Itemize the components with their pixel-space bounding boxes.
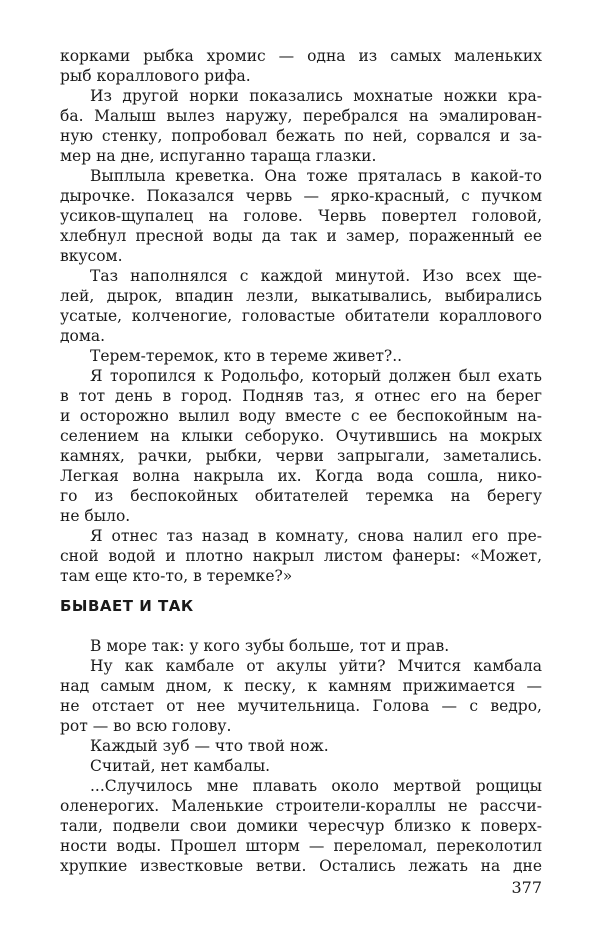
text-line: Таз наполнялся с каждой минутой. Изо всех ще- [90, 267, 542, 285]
text-line: оленерогих. Маленькие строители-кораллы не рассчи- [60, 797, 542, 815]
text-line: селением на клыки себоруко. Очутившись на мокрых [60, 427, 542, 445]
text-line: в тот день в город. Подняв таз, я отнес его на берег [60, 387, 542, 405]
text-line: сной водой и плотно накрыл листом фанеры: «Может, [60, 547, 542, 565]
text-line: тали, подвели свои домики чересчур близко к поверх- [60, 817, 542, 835]
text-line: В море так: у кого зубы больше, тот и прав. [90, 637, 450, 655]
text-line: Выплыла креветка. Она тоже пряталась в какой-то [90, 167, 542, 185]
text-line: там еще кто-то, в теремке?» [60, 567, 293, 585]
section-heading: БЫВАЕТ И ТАК [60, 597, 194, 615]
text-line: Я торопился к Родольфо, который должен был ехать [90, 367, 542, 385]
text-line: и осторожно вылил воду вместе с ее беспокойным на- [60, 407, 542, 425]
text-line: ную стенку, попробовал бежать по ней, сорвался и за- [60, 127, 542, 145]
text-line: рыб кораллового рифа. [60, 67, 251, 85]
text-line: Легкая волна накрыла их. Когда вода сошла, нико- [60, 467, 542, 485]
page-number: 377 [511, 878, 542, 897]
text-line: не отстает от нее мучительница. Голова — с ведро, [60, 697, 542, 715]
text-line: ба. Малыш вылез наружу, перебрался на эмалирован- [60, 107, 542, 125]
text-line: вкусом. [60, 247, 123, 265]
text-line: корками рыбка хромис — одна из самых маленьких [60, 47, 542, 65]
text-line: ...Случилось мне плавать около мертвой рощицы [90, 777, 542, 795]
text-line: Каждый зуб — что твой нож. [90, 737, 329, 755]
text-line: мер на дне, испуганно тараща глазки. [60, 147, 377, 165]
text-line: Терем-теремок, кто в тереме живет?.. [90, 347, 403, 365]
text-line: над самым дном, к песку, к камням прижимается — [60, 677, 542, 695]
text-line: го из беспокойных обитателей теремка на берегу [60, 487, 542, 505]
text-line: дырочке. Показался червь — ярко-красный, с пучком [60, 187, 542, 205]
text-line: Я отнес таз назад в комнату, снова налил его пре- [90, 527, 542, 545]
text-line: хрупкие известковые ветви. Остались лежать на дне [60, 857, 542, 875]
text-line: усиков-щупалец на голове. Червь повертел головой, [60, 207, 542, 225]
text-line: ности воды. Прошел шторм — переломал, переколотил [60, 837, 542, 855]
text-line: Из другой норки показались мохнатые ножки кра- [90, 87, 542, 105]
text-line: усатые, колченогие, головастые обитатели кораллового [60, 307, 542, 325]
text-line: не было. [60, 507, 131, 525]
text-line: дома. [60, 327, 106, 345]
text-line: рот — во всю голову. [60, 717, 232, 735]
text-line: Считай, нет камбалы. [90, 757, 271, 775]
text-line: хлебнул пресной воды да так и замер, пораженный ее [60, 227, 542, 245]
text-line: камнях, рачки, рыбки, черви запрыгали, заметались. [60, 447, 542, 465]
text-line: лей, дырок, впадин лезли, выкатывались, выбирались [60, 287, 542, 305]
text-line: Ну как камбале от акулы уйти? Мчится камбала [90, 657, 542, 675]
